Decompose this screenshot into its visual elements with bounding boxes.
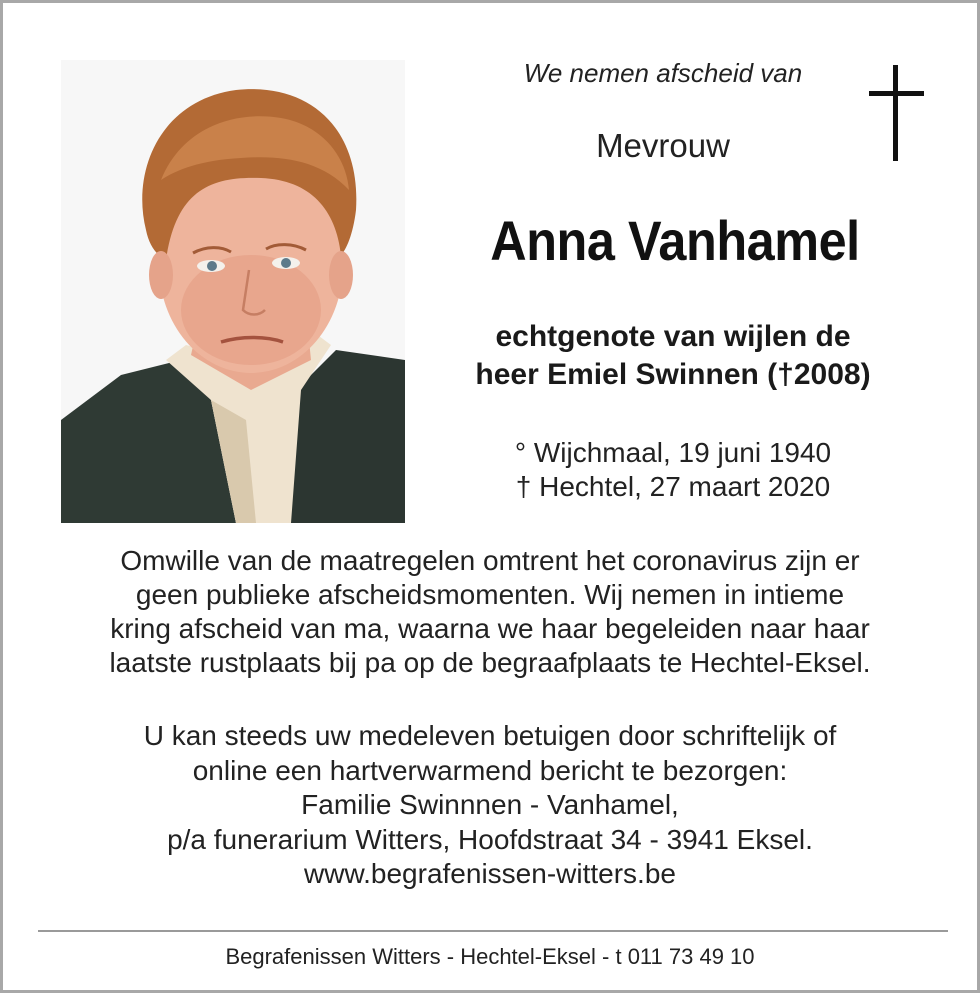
spouse-info	[423, 318, 923, 394]
divider	[38, 930, 948, 932]
intro-text: We nemen afscheid van	[523, 58, 803, 88]
message-line: laatste rustplaats bij pa op de begraafplaats te Hechtel-Eksel.	[109, 647, 871, 678]
footer-text: Begrafenissen Witters - Hechtel-Eksel - t 011 73 49 10	[225, 944, 755, 969]
honorific: Mevrouw	[596, 127, 730, 164]
contact-line: U kan steeds uw medeleven betuigen door schriftelijk of	[143, 720, 837, 751]
message-line: Omwille van de maatregelen omtrent het coronavirus zijn er	[120, 545, 860, 576]
message-paragraph	[23, 544, 957, 680]
spouse-line: heer Emiel Swinnen (†2008)	[475, 358, 871, 391]
portrait-photo	[61, 60, 405, 523]
deceased-name: Anna Vanhamel	[490, 209, 860, 272]
contact-line: p/a funerarium Witters, Hoofdstraat 34 - 3941 Eksel.	[167, 823, 813, 855]
cross-icon	[869, 65, 924, 161]
contact-line: Familie Swinnnen - Vanhamel,	[301, 789, 679, 820]
website-link[interactable]: www.begrafenissen-witters.be	[304, 858, 676, 889]
message-line: geen publieke afscheidsmomenten. Wij nemen in intieme	[135, 579, 845, 610]
death-date: † Hechtel, 27 maart 2020	[515, 471, 831, 502]
contact-paragraph	[23, 719, 957, 892]
life-dates	[443, 436, 903, 504]
spouse-line: echtgenote van wijlen de	[495, 320, 851, 353]
contact-line: online een hartverwarmend bericht te bezorgen:	[192, 754, 788, 786]
message-line: kring afscheid van ma, waarna we haar begeleiden naar haar	[110, 613, 870, 644]
birth-date: ° Wijchmaal, 19 juni 1940	[514, 437, 832, 468]
